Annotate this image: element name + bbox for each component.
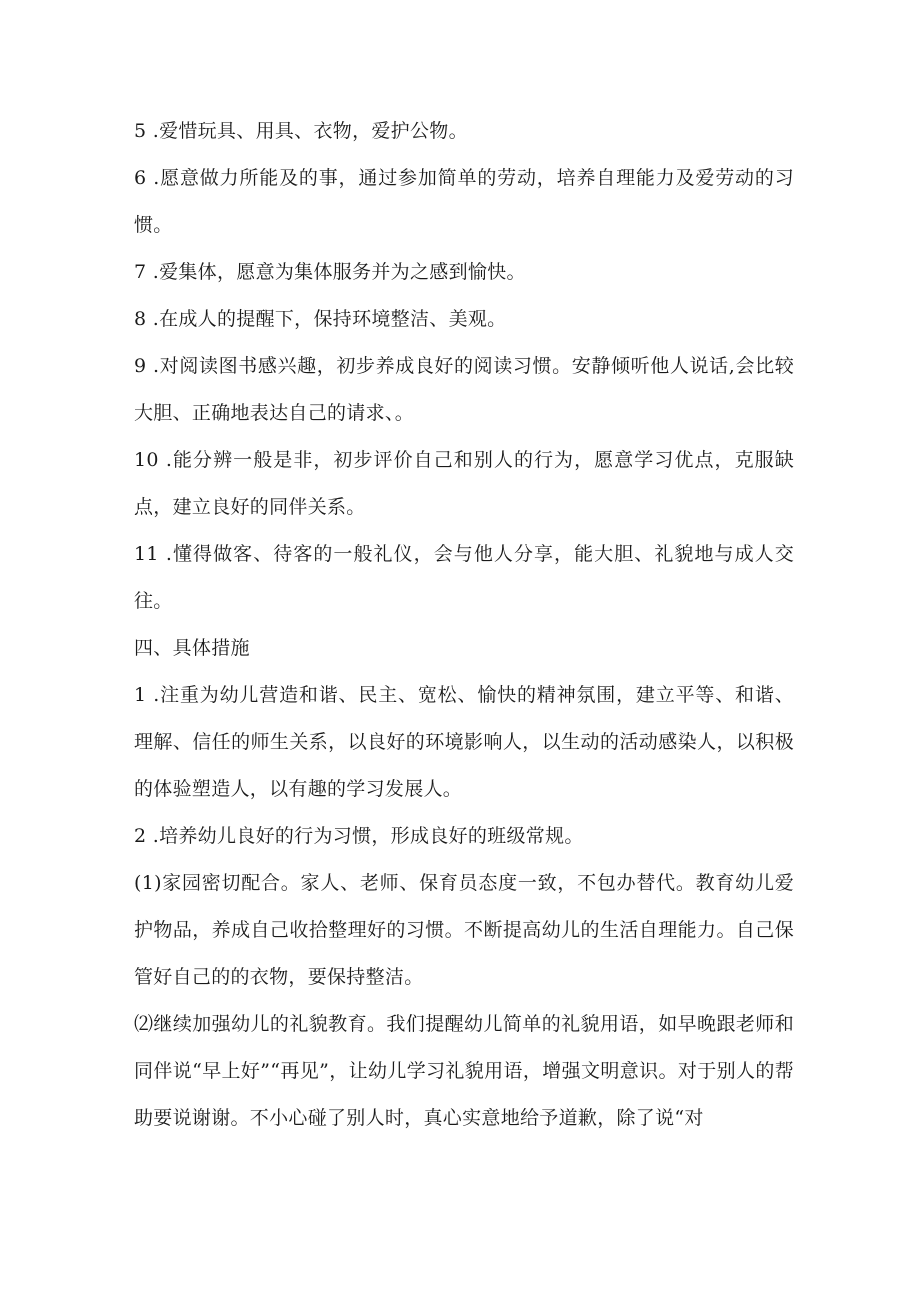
sub-item-1: (1)家园密切配合。家人、老师、保育员态度一致，不包办替代。教育幼儿爱护物品，养成自己收拾整理好的习惯。不断提高幼儿的生活自理能力。自己保管好自己的的衣物，要保持整洁。 xyxy=(134,872,794,988)
paragraph-item-7: 7 .爱集体，愿意为集体服务并为之感到愉快。 xyxy=(134,261,526,283)
section-heading: 四、具体措施 xyxy=(134,637,250,659)
paragraph-item-8: 8 .在成人的提醒下，保持环境整洁、美观。 xyxy=(134,308,507,330)
measure-item-1: 1 .注重为幼儿营造和谐、民主、宽松、愉快的精神氛围，建立平等、和谐、理解、信任的师生关系，以良好的环境影响人，以生动的活动感染人，以积极的体验塑造人，以有趣的学习发展人。 xyxy=(134,684,794,800)
sub-item-2: ⑵继续加强幼儿的礼貌教育。我们提醒幼儿简单的礼貌用语，如早晚跟老师和同伴说“早上好”“再见”，让幼儿学习礼貌用语，增强文明意识。对于别人的帮助要说谢谢。不小心碰了别人时，真心实意地给予道歉，除了说“对 xyxy=(134,1013,794,1129)
paragraph-item-5: 5 .爱惜玩具、用具、衣物，爱护公物。 xyxy=(134,120,468,142)
measure-item-2: 2 .培养幼儿良好的行为习惯，形成良好的班级常规。 xyxy=(134,825,584,847)
document-body xyxy=(134,108,794,1142)
paragraph-item-9: 9 .对阅读图书感兴趣，初步养成良好的阅读习惯。安静倾听他人说话,会比较大胆、正确地表达自己的请求、。 xyxy=(134,355,794,424)
paragraph-item-10: 10 .能分辨一般是非，初步评价自己和别人的行为，愿意学习优点，克服缺点，建立良好的同伴关系。 xyxy=(134,449,794,518)
paragraph-item-6: 6 .愿意做力所能及的事，通过参加简单的劳动，培养自理能力及爱劳动的习惯。 xyxy=(134,167,794,236)
paragraph-item-11: 11 .懂得做客、待客的一般礼仪，会与他人分享，能大胆、礼貌地与成人交往。 xyxy=(134,543,794,612)
